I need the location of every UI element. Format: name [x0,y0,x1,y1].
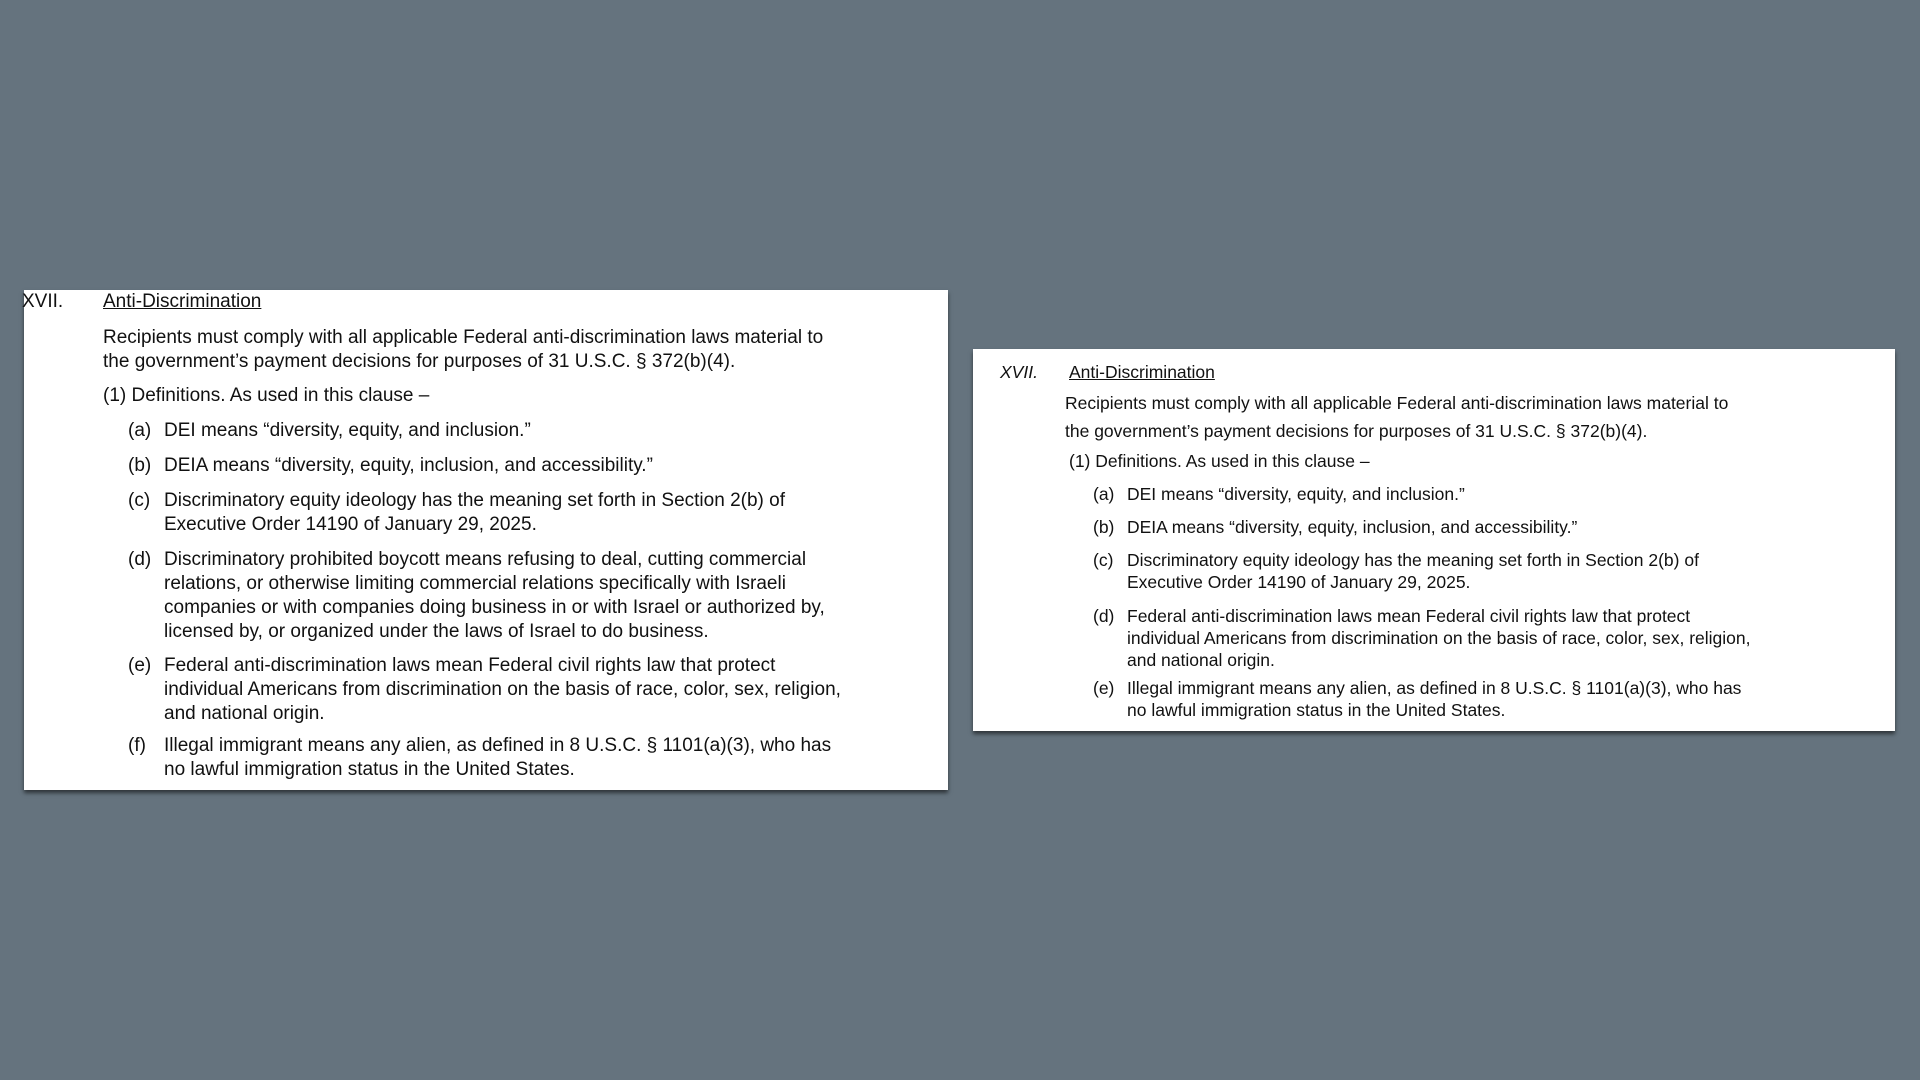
item-line: DEIA means “diversity, equity, inclusion, and accessibility.” [164,455,653,476]
item-line: and national origin. [1127,650,1275,670]
item-line: relations, or otherwise limiting commercial relations specifically with Israeli [164,573,786,594]
item-line: DEI means “diversity, equity, and inclusion.” [1127,484,1465,504]
item-label: (f) [128,735,146,756]
definition-item [1127,677,1741,721]
item-line: Executive Order 14190 of January 29, 2025. [1127,572,1471,592]
definition-item [1127,549,1699,593]
definitions-heading: (1) Definitions. As used in this clause – [1069,451,1370,471]
definition-item [164,489,785,537]
definitions-heading: (1) Definitions. As used in this clause – [103,385,430,406]
item-line: companies or with companies doing business in or with Israel or authorized by, [164,597,825,618]
definition-item [164,654,841,726]
definition-item [164,734,831,782]
item-label: (b) [1093,517,1115,537]
item-line: Discriminatory equity ideology has the meaning set forth in Section 2(b) of [1127,550,1699,570]
intro-line: the government’s payment decisions for purposes of 31 U.S.C. § 372(b)(4). [1065,421,1648,441]
item-label: (a) [128,420,152,441]
intro-line: Recipients must comply with all applicable Federal anti-discrimination laws material to [1065,393,1729,413]
item-line: no lawful immigration status in the United States. [164,759,575,780]
section-title: Anti-Discrimination [1069,362,1215,382]
item-line: Illegal immigrant means any alien, as defined in 8 U.S.C. § 1101(a)(3), who has [1127,678,1742,698]
item-line: no lawful immigration status in the United States. [1127,700,1506,720]
item-label: (b) [128,455,152,476]
section-title: Anti-Discrimination [103,291,262,312]
definition-item [1127,605,1750,671]
definition-item [1127,516,1577,538]
item-line: Discriminatory prohibited boycott means refusing to deal, cutting commercial [164,549,807,570]
item-label: (d) [1093,606,1115,626]
intro-line: the government’s payment decisions for purposes of 31 U.S.C. § 372(b)(4). [103,351,736,372]
item-label: (a) [1093,484,1115,504]
item-line: and national origin. [164,703,325,724]
item-label: (e) [128,655,152,676]
item-line: Executive Order 14190 of January 29, 2025. [164,514,537,535]
definition-item [164,548,825,644]
intro-paragraph [103,326,823,374]
item-line: individual Americans from discrimination on the basis of race, color, sex, religion, [164,679,841,700]
intro-line: Recipients must comply with all applicable Federal anti-discrimination laws material to [103,327,824,348]
document-excerpt-left [24,290,948,790]
section-number: XVII. [1000,362,1038,382]
definition-item [1127,483,1465,505]
item-line: Federal anti-discrimination laws mean Federal civil rights law that protect [164,655,776,676]
intro-paragraph [1065,389,1728,445]
item-line: Federal anti-discrimination laws mean Federal civil rights law that protect [1127,606,1691,626]
item-label: (e) [1093,678,1115,698]
item-label: (c) [128,490,151,511]
document-excerpt-right [973,349,1895,731]
item-line: DEIA means “diversity, equity, inclusion, and accessibility.” [1127,517,1578,537]
item-line: Discriminatory equity ideology has the meaning set forth in Section 2(b) of [164,490,785,511]
item-line: licensed by, or organized under the laws of Israel to do business. [164,621,709,642]
definition-item [164,454,653,478]
item-line: individual Americans from discrimination on the basis of race, color, sex, religion, [1127,628,1751,648]
item-line: Illegal immigrant means any alien, as defined in 8 U.S.C. § 1101(a)(3), who has [164,735,832,756]
section-number: XVII. [22,291,64,312]
definition-item [164,419,531,443]
item-line: DEI means “diversity, equity, and inclusion.” [164,420,531,441]
item-label: (d) [128,549,152,570]
item-label: (c) [1093,550,1114,570]
